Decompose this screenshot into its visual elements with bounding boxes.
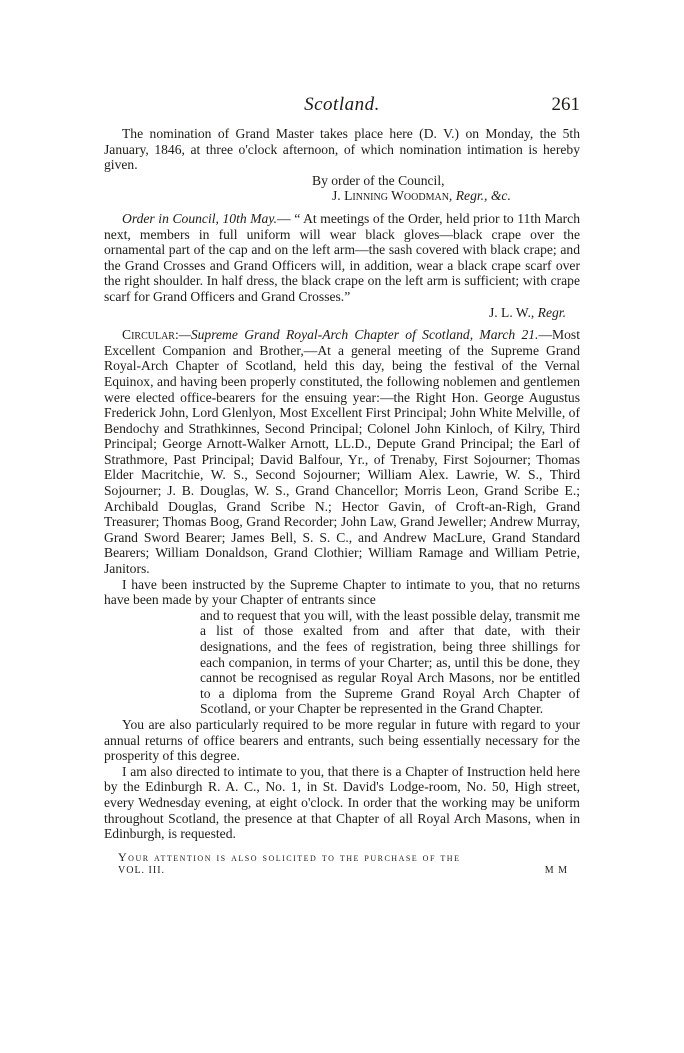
returns-rest: and to request that you will, with the least possible delay, transmit me a list of those exalted from and after that date, with their designations, and the fees of registration, being three shillings for each companion, in terms of your Charter; as, until this be done, they cannot be recognised as regular Royal Arch Masons, nor be entitled to a diploma from the Supreme Grand Royal Arch Chapter of Scotland, or your Chapter be represented in the Grand Chapter. [200,607,580,717]
signature-mark: M M [544,864,568,876]
order-signature-title: Regr. [537,304,566,320]
footer-catchline: Your attention is also solicited to the purchase of the [118,849,461,864]
running-title: Scotland. [304,94,380,115]
instruction-chapter-paragraph: I am also directed to intimate to you, that there is a Chapter of Instruction held here by the Edinburgh R. A. C., No. 1, in St. David's Lodge-room, No. 50, High street, every Wednesday evening, at eight o'clock. In order that the working may be uniform throughout Scotland, the presence at that Chapter of all Royal Arch Masons, when in Edinburgh, is requested. [104,763,580,842]
circular-label: Circular: [122,327,179,343]
footer-signature-row [104,865,580,879]
order-signature: J. L. W., [488,304,535,320]
notice-signature-block [104,173,580,204]
order-signature-line [104,305,580,321]
signatory-name: J. Linning Woodman, [332,188,453,204]
order-label: Order in Council, 10th May. [122,210,278,226]
notice-signatory-line [104,188,580,204]
circular-paragraph [104,327,580,577]
volume-label: VOL. III. [118,864,166,876]
order-signature-block [104,305,580,321]
order-in-council [104,211,580,305]
by-order-line: By order of the Council, [312,172,445,188]
page-header [104,94,580,118]
circular-heading: —Supreme Grand Royal-Arch Chapter of Scotland, March 21. [178,327,539,343]
nomination-notice: The nomination of Grand Master takes place here (D. V.) on Monday, the 5th January, 1846, at three o'clock afternoon, of which nomination intimation is hereby given. [104,126,580,173]
annual-returns-paragraph: You are also particularly required to be more regular in future with regard to your annual returns of office bearers and entrants, such being essentially necessary for the prosperity of this degree. [104,716,580,764]
signatory-title: Regr., &c. [455,188,511,204]
circular-body: —Most Excellent Companion and Brother,—At a general meeting of the Supreme Grand Royal-Arch Chapter of Scotland, held this day, being the festival of the Vernal Equinox, and having been properly constituted, the following noblemen and gentlemen were elected office-bearers for the ensuing year:—the Right Hon. George Augustus Frederick John, Lord Glenlyon, Most Excellent First Principal; John White Melville, of Bendochy and Strathkinnes, Second Principal; Colonel John Kinloch, of Kilry, Third Principal; George Arnott-Walker Arnott, LL.D., Depute Grand Principal; the Earl of Strathmore, Past Principal; David Balfour, Yr., of Trenaby, First Sojourner; Thomas Elder Macritchie, W. S., Second Sojourner; William Alex. Lawrie, W. S., Third Sojourner; J. B. Douglas, W. S., Grand Chancellor; Morris Leon, Grand Scribe E.; Archibald Douglas, Grand Scribe N.; Hector Gavin, of Croft-an-Righ, Grand Treasurer; Thomas Boog, Grand Recorder; John Law, Grand Jeweller; Andrew Murray, Grand Sword Bearer; James Bell, S. S. C., and Andrew MacLure, Grand Standard Bearers; William Donaldson, Grand Clothier; William Ramage and William Petrie, Janitors. [104,327,580,577]
page-number: 261 [551,94,580,115]
returns-paragraph [104,577,580,717]
order-text: — “ At meetings of the Order, held prior to 11th March next, members in full uniform will wear black gloves—black crape over the ornamental part of the cap and on the left arm—the sash covered with black crape; and the Grand Crosses and Grand Officers will, in addition, wear a black crape scarf over the right shoulder. In half dress, the black crape on the left arm is sufficient; with crape scarf for Grand Officers and Grand Crosses.” [104,210,580,304]
returns-start: I have been instructed by the Supreme Chapter to intimate to you, that no returns have been made by your Chapter of entrants since [104,576,580,608]
